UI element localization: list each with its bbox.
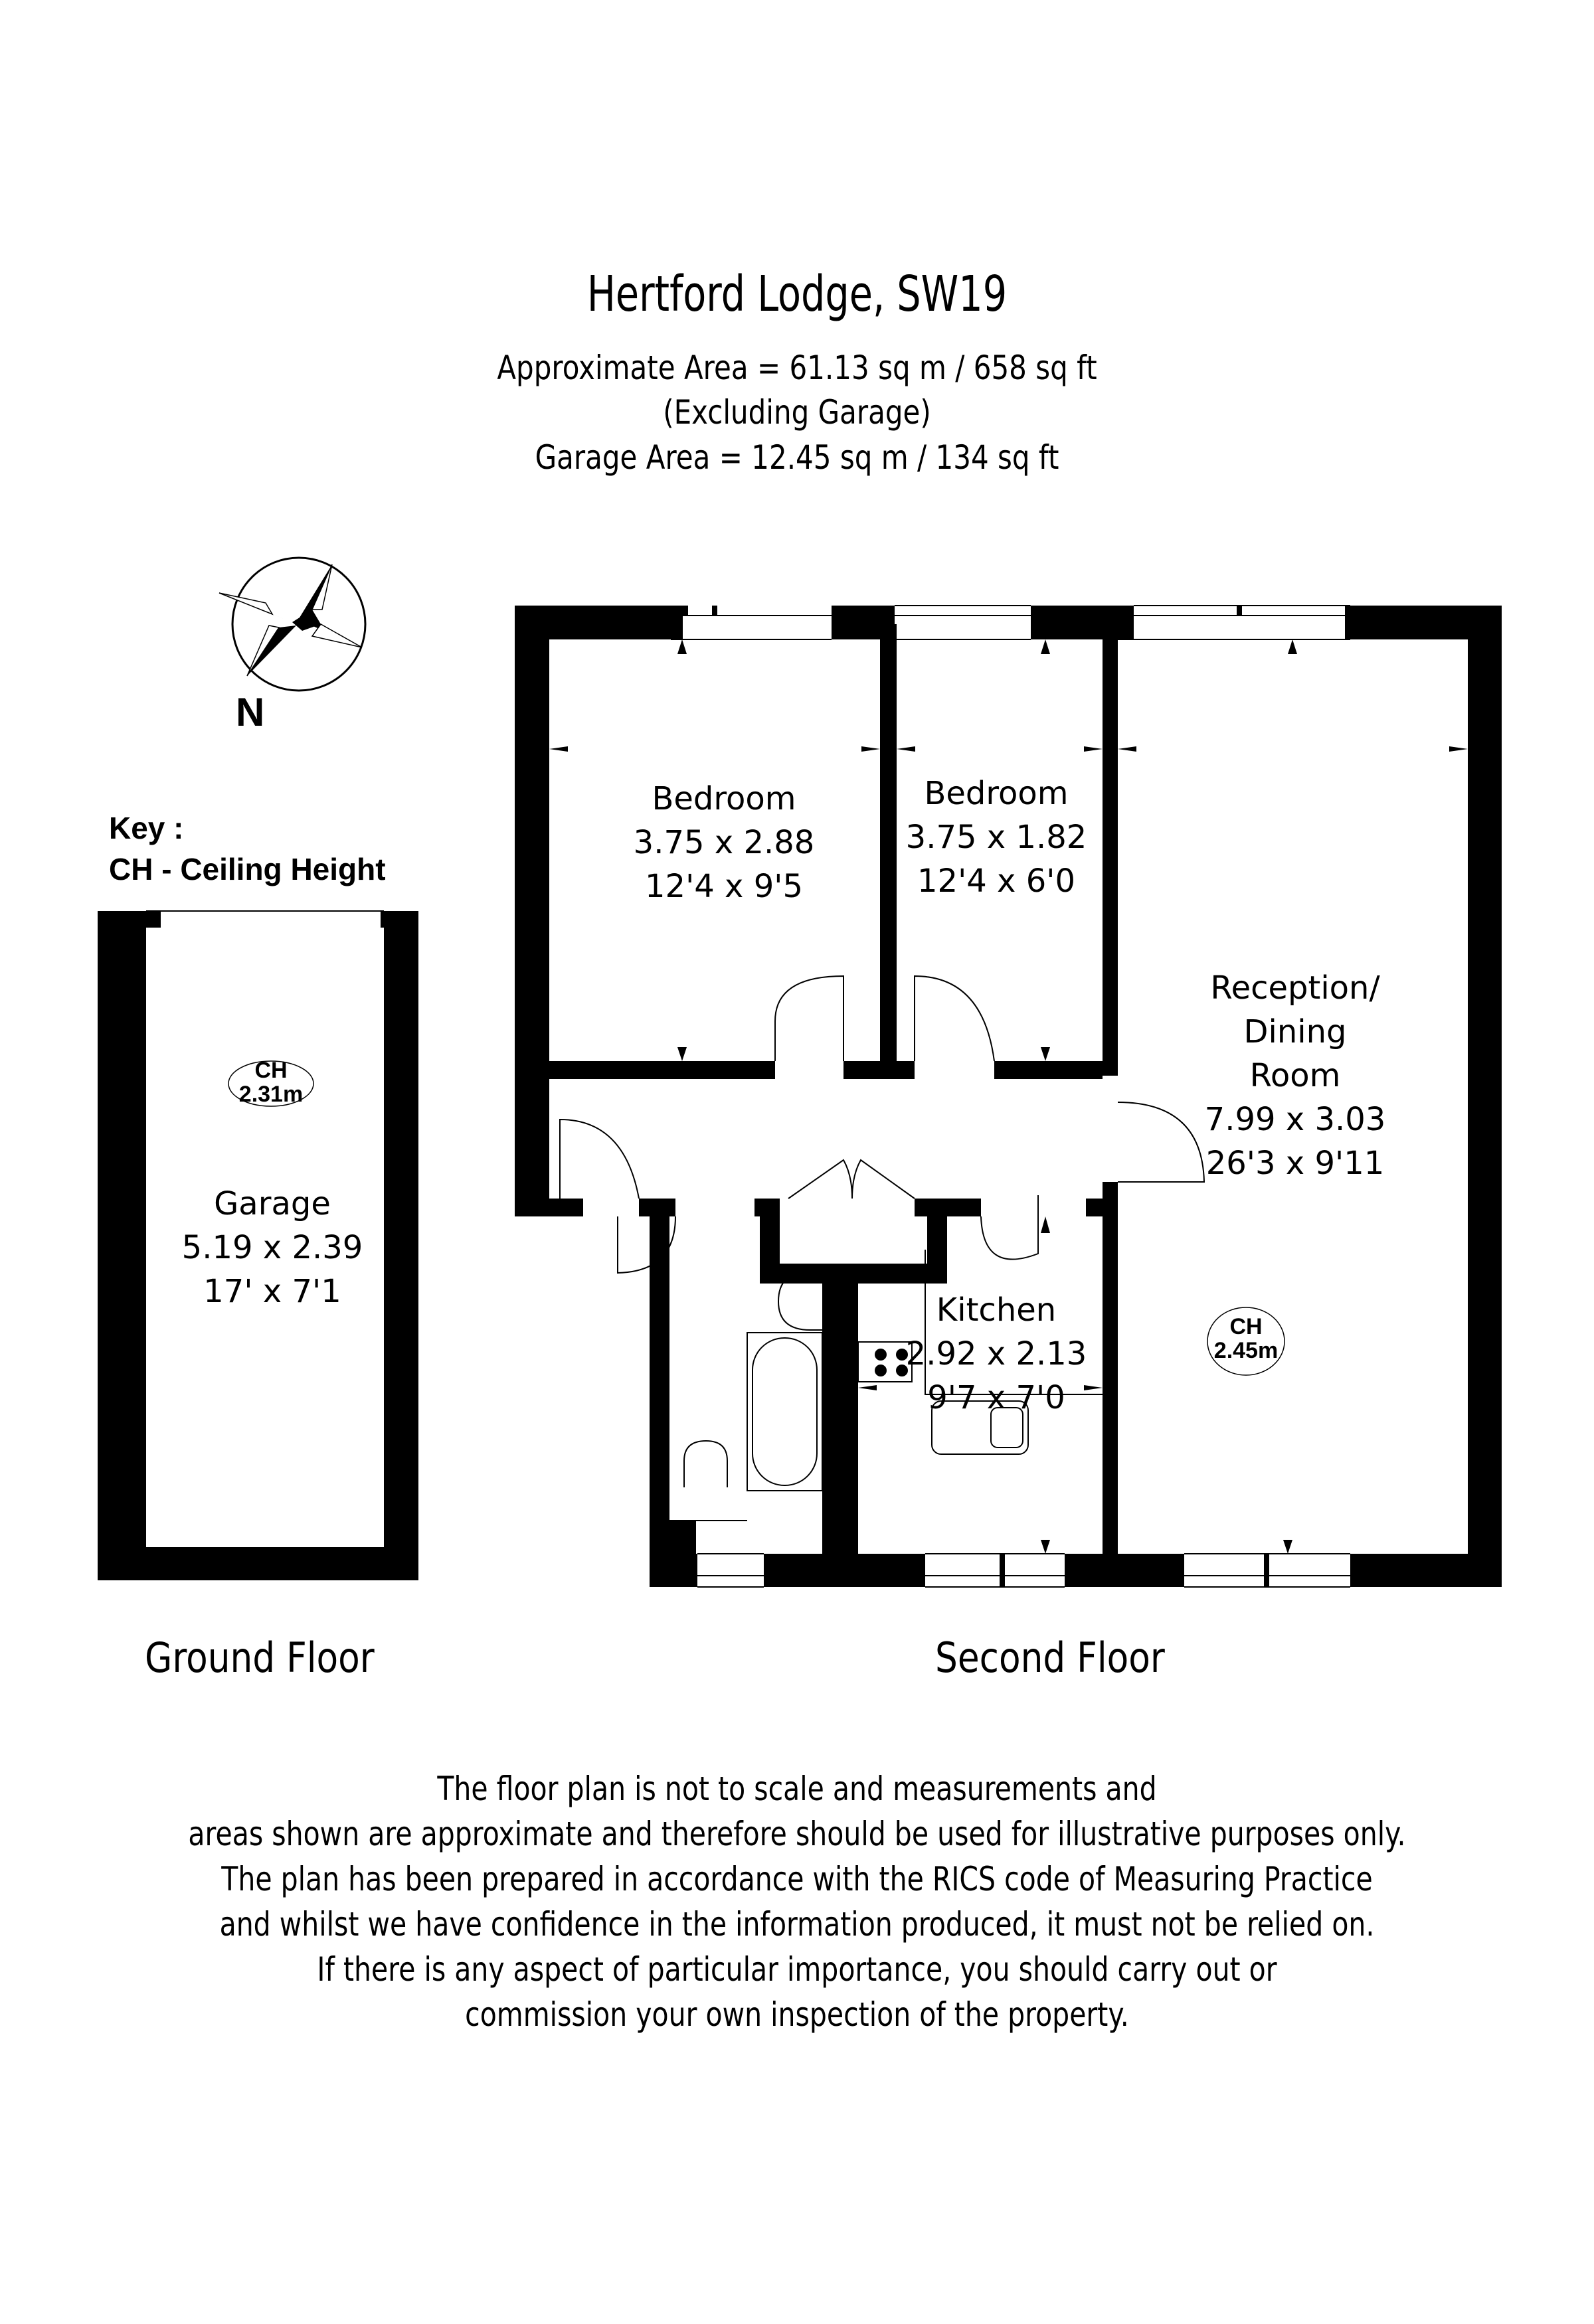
room-name: Bedroom [924, 775, 1069, 812]
room-garage [133, 1182, 412, 1313]
room-imperial: 17' x 7'1 [203, 1273, 341, 1310]
room-metric: 2.92 x 2.13 [905, 1335, 1087, 1372]
key-heading: Key : [109, 811, 184, 845]
room-metric: 3.75 x 1.82 [905, 819, 1087, 856]
disclaimer [143, 1766, 1451, 2037]
room-bedroom-2 [883, 772, 1109, 903]
garage-area: Garage Area = 12.45 sq m / 134 sq ft [535, 438, 1059, 477]
disclaimer-line: and whilst we have confidence in the information produced, it must not be relied on. [219, 1905, 1375, 1944]
page-title: Hertford Lodge, SW19 [586, 266, 1008, 323]
reception-ch-label: CH [1229, 1314, 1263, 1339]
bathroom-fixtures [669, 1272, 822, 1521]
room-name: Kitchen [936, 1291, 1057, 1329]
bath-icon [747, 1333, 822, 1491]
reception-ch-value: 2.45m [1213, 1338, 1279, 1363]
room-bedroom-1 [584, 777, 863, 908]
room-name-line-2: Dining [1243, 1013, 1347, 1050]
approximate-area: Approximate Area = 61.13 sq m / 658 sq ft [497, 349, 1097, 387]
disclaimer-line: areas shown are approximate and therefore should be used for illustrative purposes only. [188, 1815, 1406, 1853]
ground-floor-label: Ground Floor [145, 1633, 375, 1682]
room-reception-dining [1122, 966, 1468, 1185]
room-name: Bedroom [652, 780, 796, 817]
room-imperial: 9'7 x 7'0 [927, 1379, 1065, 1416]
second-floor-label: Second Floor [935, 1633, 1165, 1682]
key-entry-ceiling-height: CH - Ceiling Height [109, 852, 386, 886]
toilet-icon [684, 1441, 727, 1487]
disclaimer-line: The floor plan is not to scale and measurements and [437, 1770, 1157, 1808]
garage-ch-value: 2.31m [238, 1082, 304, 1107]
disclaimer-line: commission your own inspection of the property. [465, 1995, 1129, 2034]
garage-ch-label: CH [254, 1058, 288, 1083]
compass-rose-icon [219, 558, 365, 691]
room-name-line-3: Room [1249, 1057, 1341, 1094]
excluding-garage-note: (Excluding Garage) [663, 393, 931, 432]
compass-north-label: N [236, 690, 265, 734]
disclaimer-line: The plan has been prepared in accordance with the RICS code of Measuring Practice [221, 1860, 1373, 1898]
room-kitchen [877, 1288, 1116, 1420]
room-name: Garage [214, 1185, 331, 1222]
room-imperial: 12'4 x 9'5 [644, 868, 803, 905]
room-name-line-1: Reception/ [1210, 969, 1380, 1007]
room-metric: 3.75 x 2.88 [633, 824, 815, 861]
room-imperial: 26'3 x 9'11 [1205, 1145, 1385, 1182]
room-imperial: 12'4 x 6'0 [917, 863, 1075, 900]
room-metric: 7.99 x 3.03 [1204, 1101, 1386, 1138]
room-metric: 5.19 x 2.39 [181, 1229, 363, 1266]
disclaimer-line: If there is any aspect of particular importance, you should carry out or [317, 1950, 1277, 1989]
